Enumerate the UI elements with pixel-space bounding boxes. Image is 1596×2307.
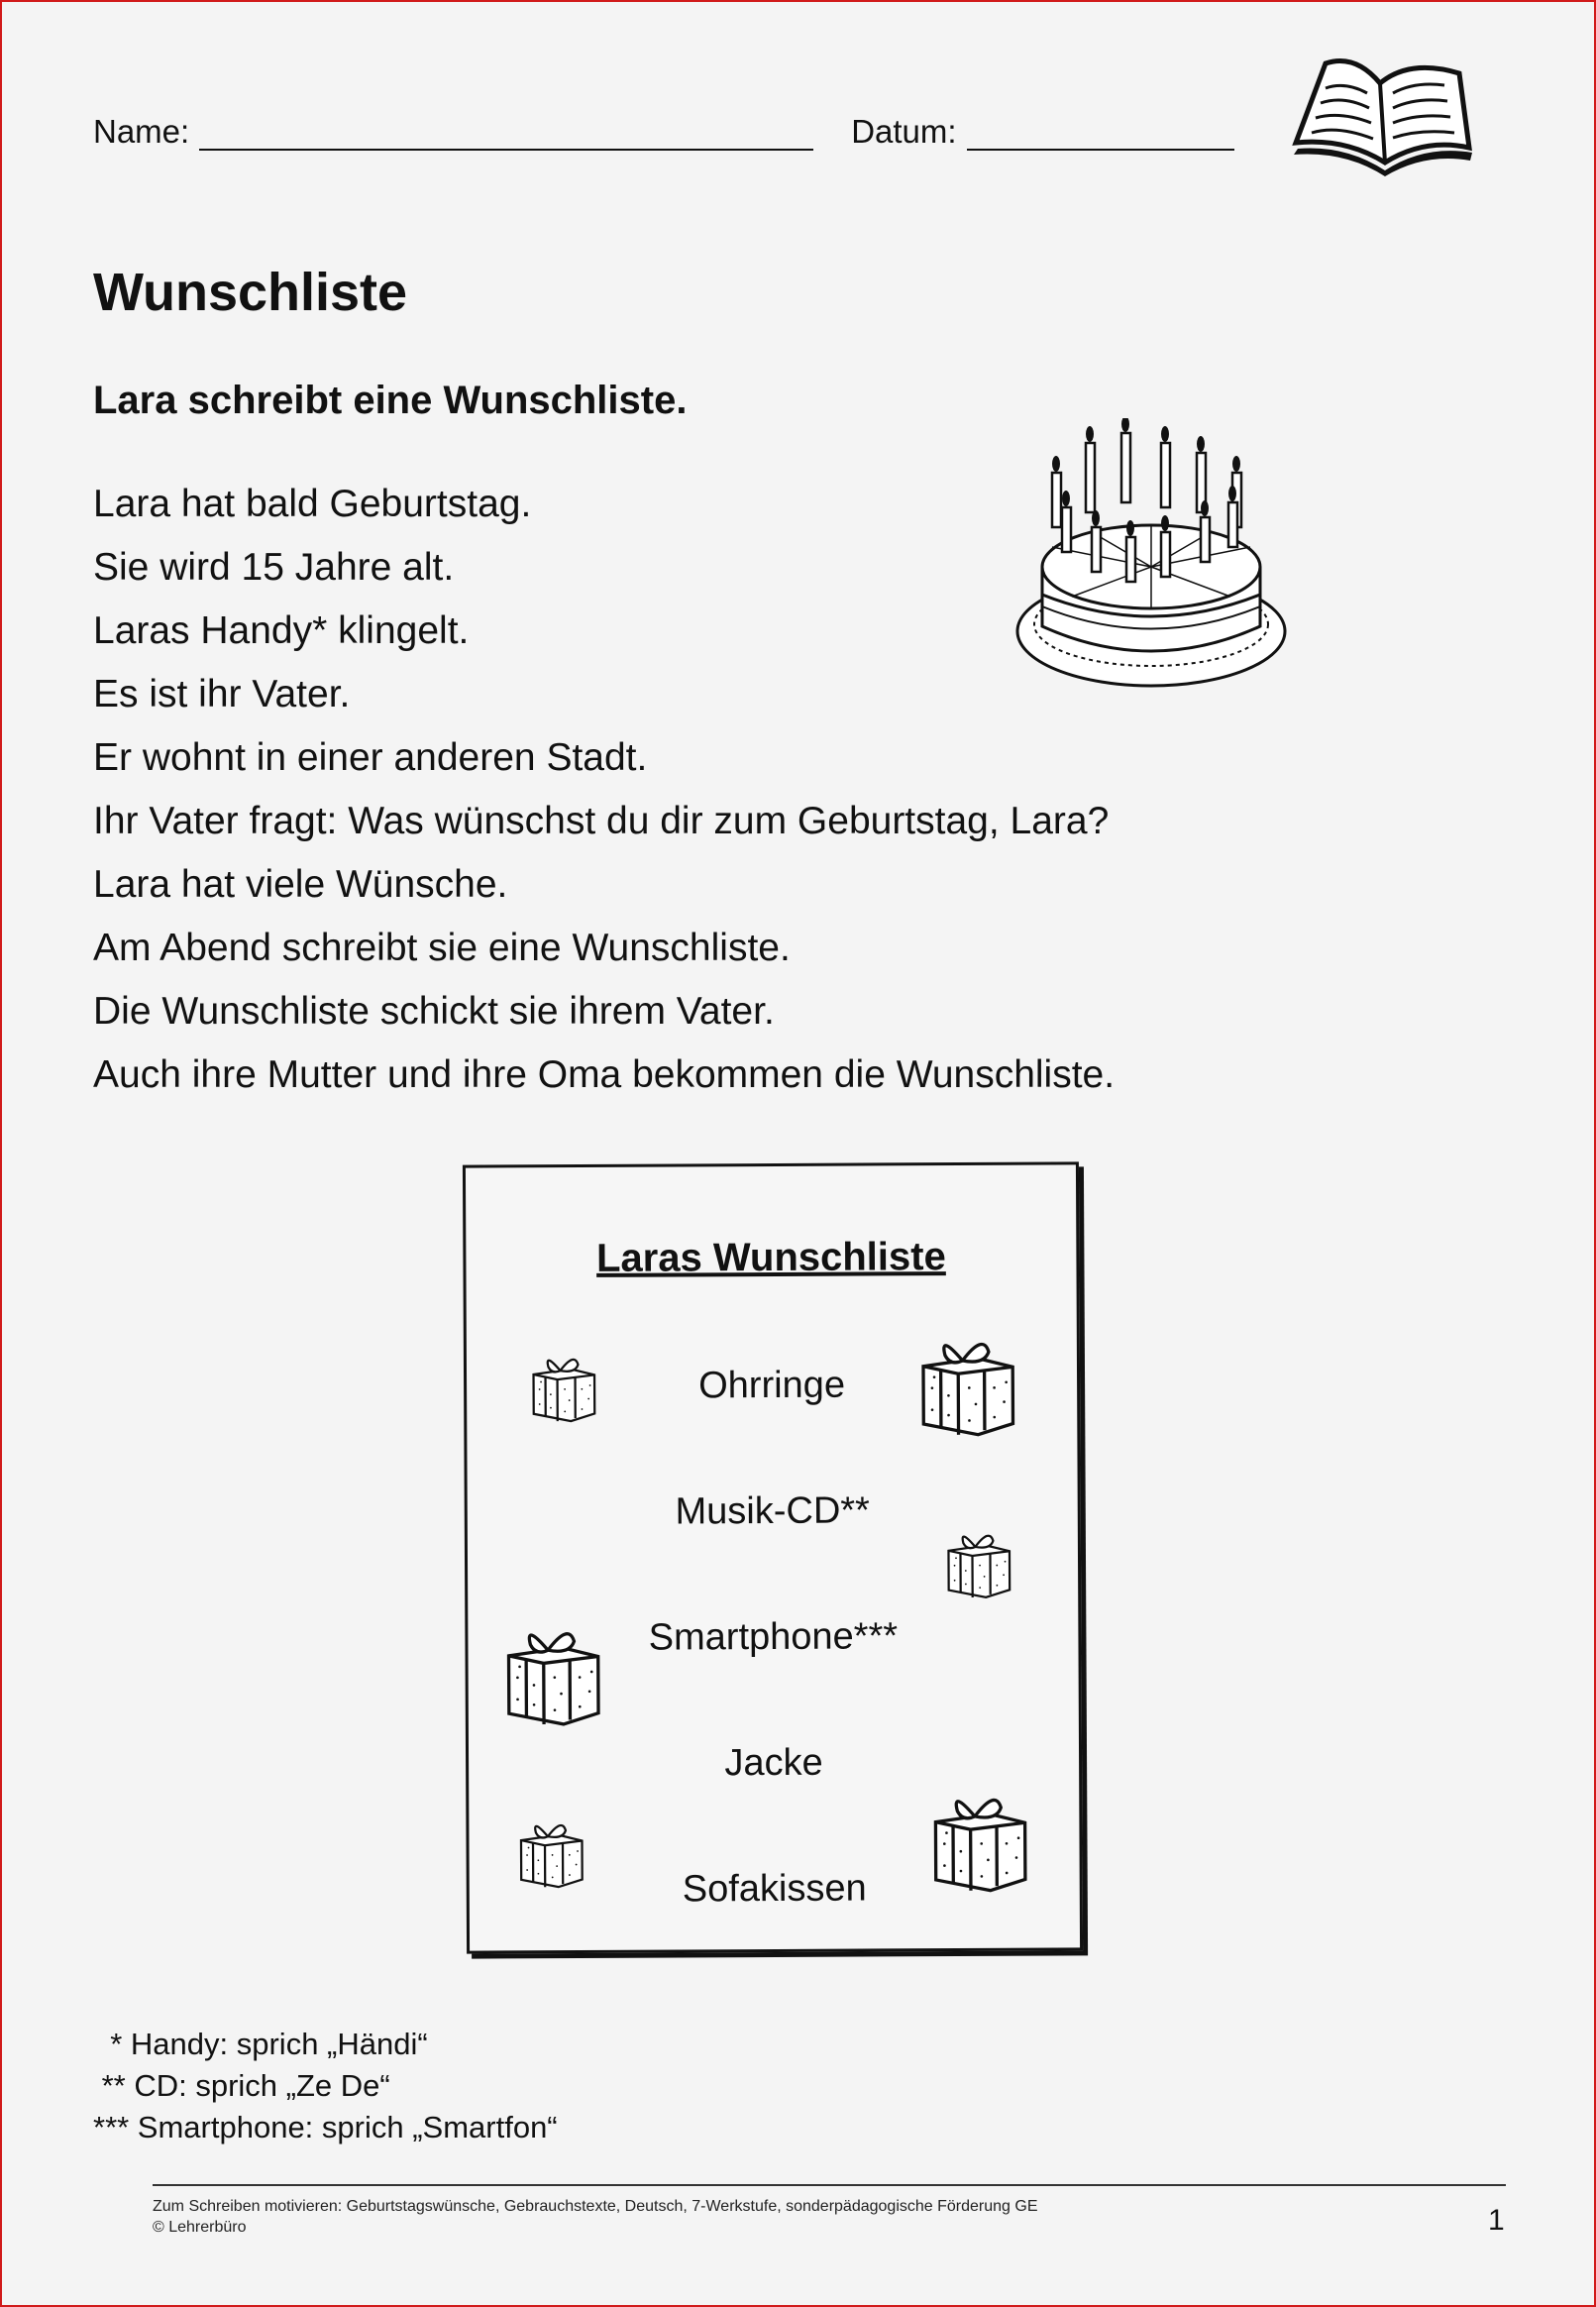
birthday-cake-icon	[1012, 418, 1290, 706]
story-line: Er wohnt in einer anderen Stadt.	[93, 736, 648, 779]
wishlist-item: Smartphone***	[648, 1615, 899, 1659]
story-line: Es ist ihr Vater.	[93, 673, 351, 715]
wishlist-card	[463, 1161, 1083, 1953]
book-icon	[1286, 54, 1474, 177]
story-line: Auch ihre Mutter und ihre Oma bekommen die Wunschliste.	[93, 1053, 1116, 1096]
footnote: ** CD: sprich „Ze De“	[93, 2068, 390, 2103]
wishlist-item: Jacke	[724, 1741, 823, 1785]
footer-source: Zum Schreiben motivieren: Geburtstagswünsche, Gebrauchstexte, Deutsch, 7-Werkstufe, sonderpädagogische Förderung GE	[153, 2198, 1038, 2215]
story-line: Die Wunschliste schickt sie ihrem Vater.	[93, 990, 775, 1033]
gift-icon	[526, 1346, 600, 1425]
date-label: Datum:	[851, 113, 957, 150]
date-field	[851, 113, 1233, 151]
story-line: Sie wird 15 Jahre alt.	[93, 546, 455, 589]
wishlist-item: Musik-CD**	[675, 1489, 871, 1533]
page-number: 1	[1488, 2204, 1505, 2237]
date-field-line[interactable]	[967, 119, 1234, 151]
story-line: Lara hat bald Geburtstag.	[93, 483, 532, 525]
page-subtitle: Lara schreibt eine Wunschliste.	[93, 379, 688, 422]
name-label: Name:	[93, 113, 190, 150]
gift-icon	[497, 1613, 607, 1731]
footnote: *** Smartphone: sprich „Smartfon“	[93, 2110, 558, 2144]
gift-icon	[912, 1324, 1022, 1442]
name-field-line[interactable]	[199, 119, 813, 151]
story-line: Am Abend schreibt sie eine Wunschliste.	[93, 927, 791, 969]
wishlist-title: Laras Wunschliste	[595, 1235, 946, 1280]
footnotes	[93, 2024, 558, 2148]
story-line: Ihr Vater fragt: Was wünschst du dir zum Geburtstag, Lara?	[93, 800, 1110, 842]
wishlist-item: Ohrringe	[698, 1364, 846, 1407]
footer-divider	[153, 2184, 1506, 2186]
header-fields	[93, 113, 1234, 151]
wishlist-item: Sofakissen	[682, 1867, 867, 1911]
story-line: Laras Handy* klingelt.	[93, 609, 470, 652]
gift-icon	[941, 1522, 1015, 1601]
gift-icon	[513, 1812, 587, 1891]
page-title: Wunschliste	[93, 263, 408, 322]
footnote: * Handy: sprich „Händi“	[93, 2027, 428, 2061]
story-text	[93, 473, 1115, 1107]
footer	[153, 2196, 1038, 2238]
gift-icon	[924, 1780, 1034, 1898]
story-line: Lara hat viele Wünsche.	[93, 863, 508, 906]
footer-copyright: © Lehrerbüro	[153, 2219, 247, 2236]
